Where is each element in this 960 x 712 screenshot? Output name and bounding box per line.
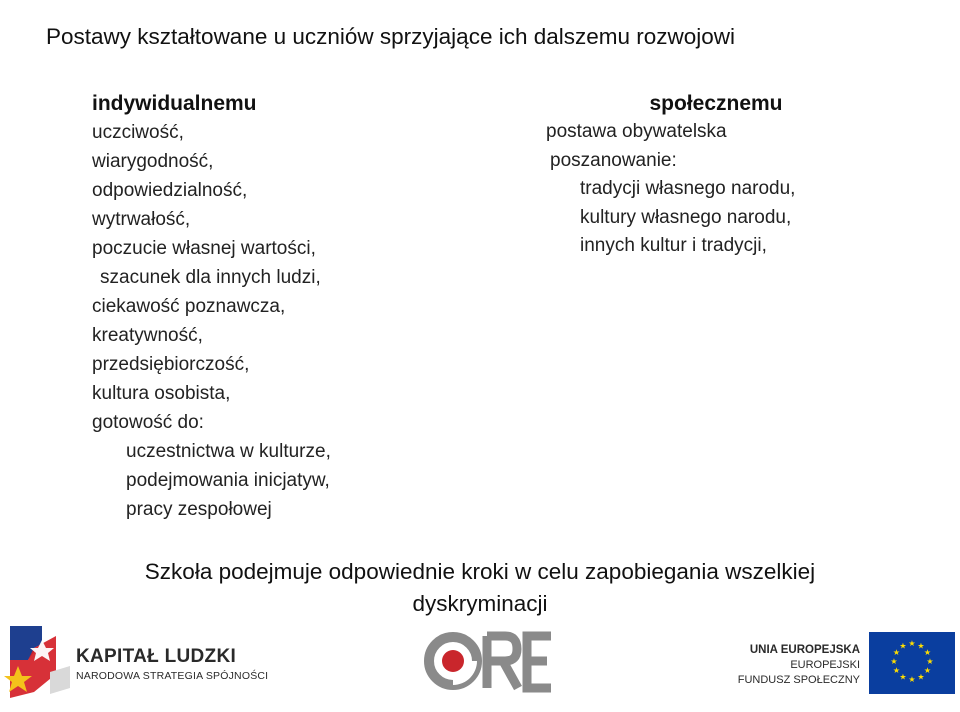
eu-flag-icon <box>869 632 955 694</box>
list-item: uczciwość, <box>92 122 184 143</box>
conclusion-line: dyskryminacji <box>412 591 548 616</box>
list-item: podejmowania inicjatyw, <box>126 470 330 491</box>
list-item: tradycji własnego narodu, <box>580 178 796 199</box>
individual-heading: indywidualnemu <box>92 92 257 115</box>
list-item: wytrwałość, <box>92 209 191 230</box>
list-item: poczucie własnej wartości, <box>92 238 316 259</box>
eu-name: UNIA EUROPEJSKA <box>749 644 860 656</box>
list-item: szacunek dla innych ludzi, <box>100 267 321 288</box>
social-list <box>546 118 886 261</box>
kapital-ludzki-title: KAPITAŁ LUDZKI <box>76 646 237 667</box>
social-heading: społecznemu <box>649 92 783 115</box>
list-item: ciekawość poznawcza, <box>92 296 286 317</box>
individual-list <box>92 118 512 524</box>
svg-text:★: ★ <box>923 666 932 675</box>
list-item: innych kultur i tradycji, <box>580 235 767 256</box>
svg-text:★: ★ <box>926 657 934 666</box>
svg-text:★: ★ <box>892 648 901 657</box>
list-item: kreatywność, <box>92 325 203 346</box>
kapital-ludzki-logo-icon <box>4 622 70 700</box>
eu-fund-line2: FUNDUSZ SPOŁECZNY <box>737 674 860 686</box>
svg-text:★: ★ <box>899 672 907 682</box>
list-item: wiarygodność, <box>92 151 214 172</box>
svg-text:★: ★ <box>923 648 932 657</box>
individual-column <box>92 90 512 524</box>
svg-text:★: ★ <box>890 657 898 666</box>
svg-text:★: ★ <box>917 641 925 651</box>
svg-text:★: ★ <box>899 641 907 651</box>
social-column <box>546 90 886 261</box>
footer-logos <box>0 618 960 712</box>
svg-text:★: ★ <box>917 672 925 682</box>
list-item: kultury własnego narodu, <box>580 206 792 228</box>
eu-text-block <box>730 642 860 688</box>
list-item: pracy zespołowej <box>126 499 272 520</box>
conclusion-text <box>0 556 960 620</box>
list-item: odpowiedzialność, <box>92 180 248 201</box>
ore-logo-icon <box>423 628 553 694</box>
svg-text:★: ★ <box>908 675 916 684</box>
eu-fund-line1: EUROPEJSKI <box>790 659 860 671</box>
list-item: poszanowanie: <box>550 149 677 171</box>
slide-title: Postawy kształtowane u uczniów sprzyjające ich dalszemu rozwojowi <box>46 24 736 49</box>
list-item: gotowość do: <box>92 412 204 433</box>
svg-text:★: ★ <box>908 639 916 648</box>
list-item: przedsiębiorczość, <box>92 354 250 375</box>
list-item: postawa obywatelska <box>546 121 727 142</box>
list-item: uczestnictwa w kulturze, <box>126 441 331 462</box>
conclusion-line: Szkoła podejmuje odpowiednie kroki w celu zapobiegania wszelkiej <box>144 559 816 584</box>
kapital-ludzki-subtitle: NARODOWA STRATEGIA SPÓJNOŚCI <box>76 670 269 682</box>
svg-text:★: ★ <box>892 666 901 675</box>
list-item: kultura osobista, <box>92 383 231 404</box>
